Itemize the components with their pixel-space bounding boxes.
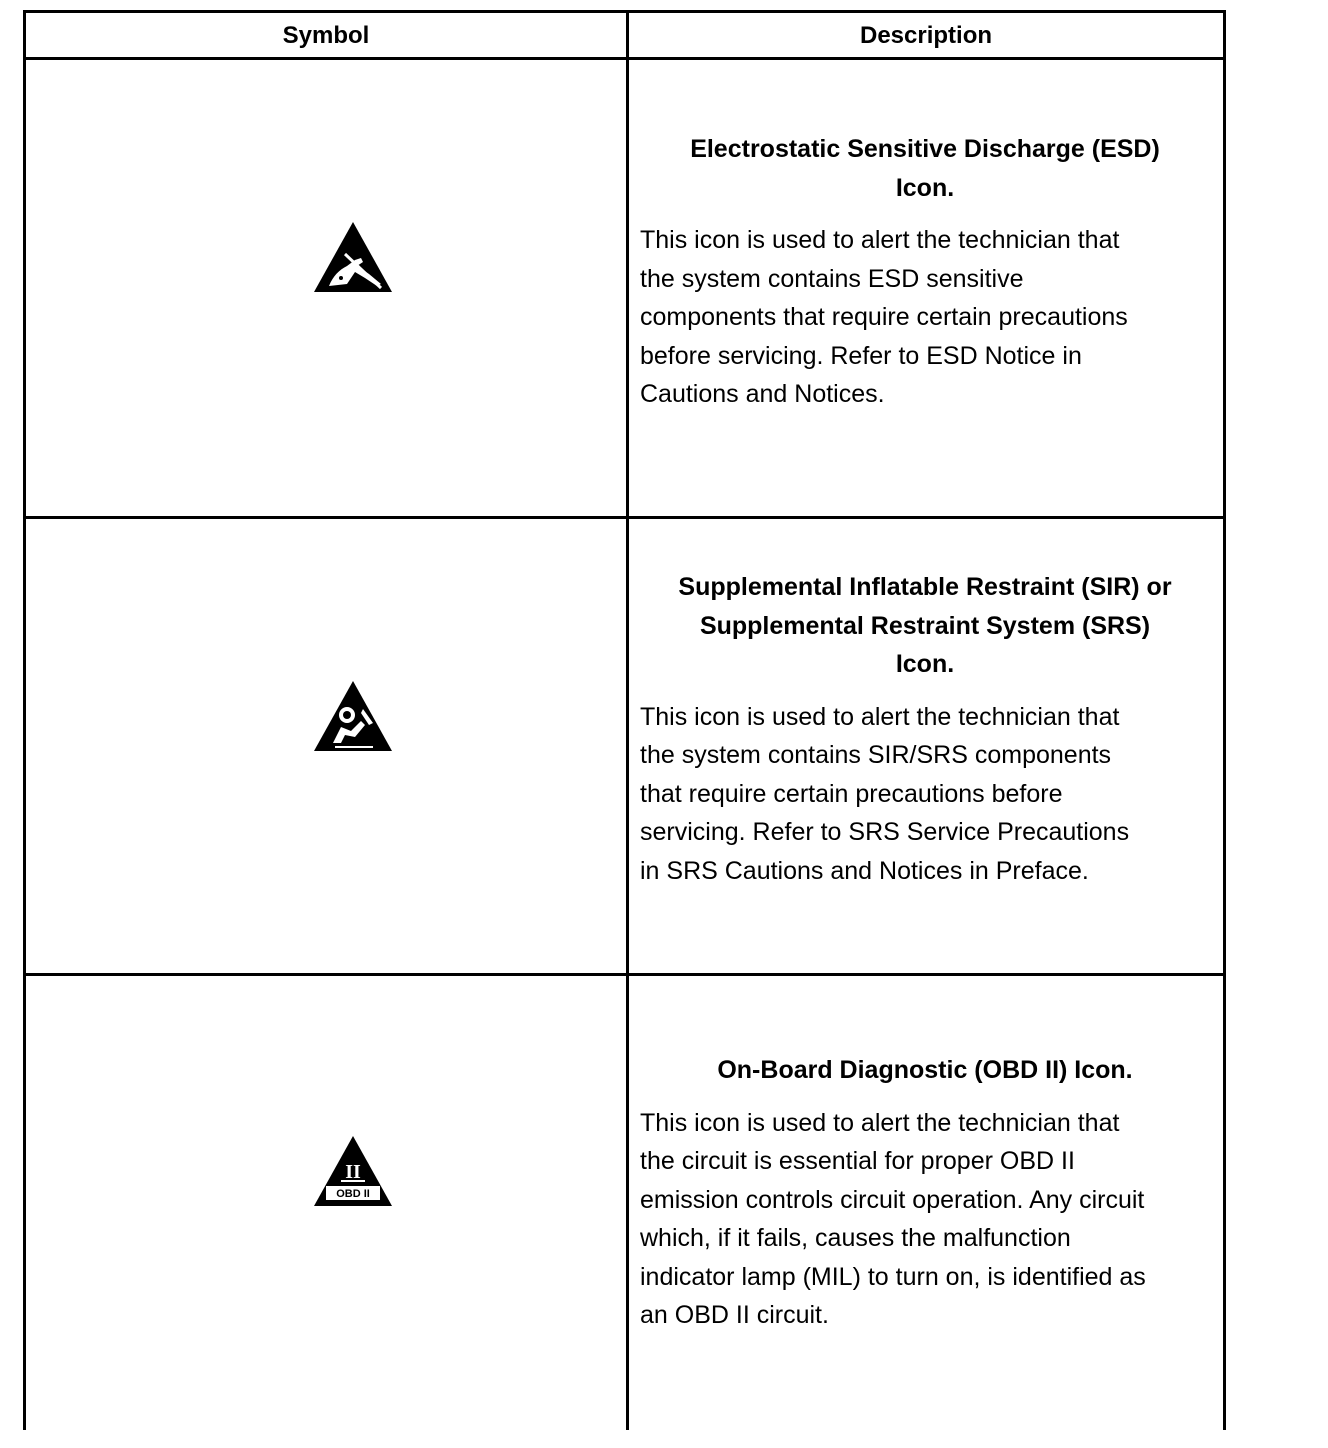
table-row-esd xyxy=(26,60,1223,516)
title-line: Icon. xyxy=(895,650,955,678)
symbol-cell xyxy=(26,519,626,975)
esd-icon xyxy=(311,220,395,296)
obd-ii-icon xyxy=(311,1134,395,1210)
obd-ii-description xyxy=(640,1104,1210,1335)
body-line: This icon is used to alert the technician that xyxy=(640,702,1120,731)
table-row-sir-srs xyxy=(26,519,1223,975)
obd-ii-title xyxy=(640,1051,1210,1090)
esd-title xyxy=(640,130,1210,207)
body-line: emission controls circuit operation. Any circuit xyxy=(640,1185,1145,1214)
obd-numeral: II xyxy=(345,1161,361,1183)
body-line: in SRS Cautions and Notices in Preface. xyxy=(640,856,1089,885)
body-line: servicing. Refer to SRS Service Precautions xyxy=(640,818,1130,846)
symbol-table xyxy=(23,10,1226,1430)
body-line: which, if it fails, causes the malfunction xyxy=(640,1224,1071,1252)
body-line: before servicing. Refer to ESD Notice in xyxy=(640,341,1082,370)
obd-label: OBD II xyxy=(336,1188,370,1200)
symbol-cell xyxy=(26,976,626,1433)
title-line: On-Board Diagnostic (OBD II) Icon. xyxy=(717,1056,1133,1084)
body-line: This icon is used to alert the technician that xyxy=(640,226,1120,254)
description-cell xyxy=(640,1051,1210,1335)
sir-srs-description xyxy=(640,698,1210,891)
body-line: the system contains SIR/SRS components xyxy=(640,741,1112,769)
symbol-cell xyxy=(26,60,626,516)
body-line: an OBD II circuit. xyxy=(640,1301,829,1329)
title-line: Supplemental Restraint System (SRS) xyxy=(699,611,1151,640)
body-line: components that require certain precautions xyxy=(640,303,1128,331)
table-row-obd-ii xyxy=(26,976,1223,1433)
description-cell xyxy=(640,130,1210,414)
sir-srs-title xyxy=(640,568,1210,684)
description-cell xyxy=(640,568,1210,890)
body-line: Cautions and Notices. xyxy=(640,380,885,408)
title-line: Icon. xyxy=(895,173,955,202)
header-description: Description xyxy=(859,22,993,49)
body-line: indicator lamp (MIL) to turn on, is identified as xyxy=(640,1262,1146,1291)
title-line: Supplemental Inflatable Restraint (SIR) or xyxy=(678,573,1172,601)
body-line: that require certain precautions before xyxy=(640,779,1063,808)
header-symbol: Symbol xyxy=(282,22,370,49)
body-line: the system contains ESD sensitive xyxy=(640,264,1024,293)
body-line: This icon is used to alert the technician that xyxy=(640,1108,1120,1137)
sir-srs-icon xyxy=(311,679,395,755)
esd-description xyxy=(640,221,1210,414)
title-line: Electrostatic Sensitive Discharge (ESD) xyxy=(690,135,1160,163)
body-line: the circuit is essential for proper OBD II xyxy=(640,1147,1075,1175)
